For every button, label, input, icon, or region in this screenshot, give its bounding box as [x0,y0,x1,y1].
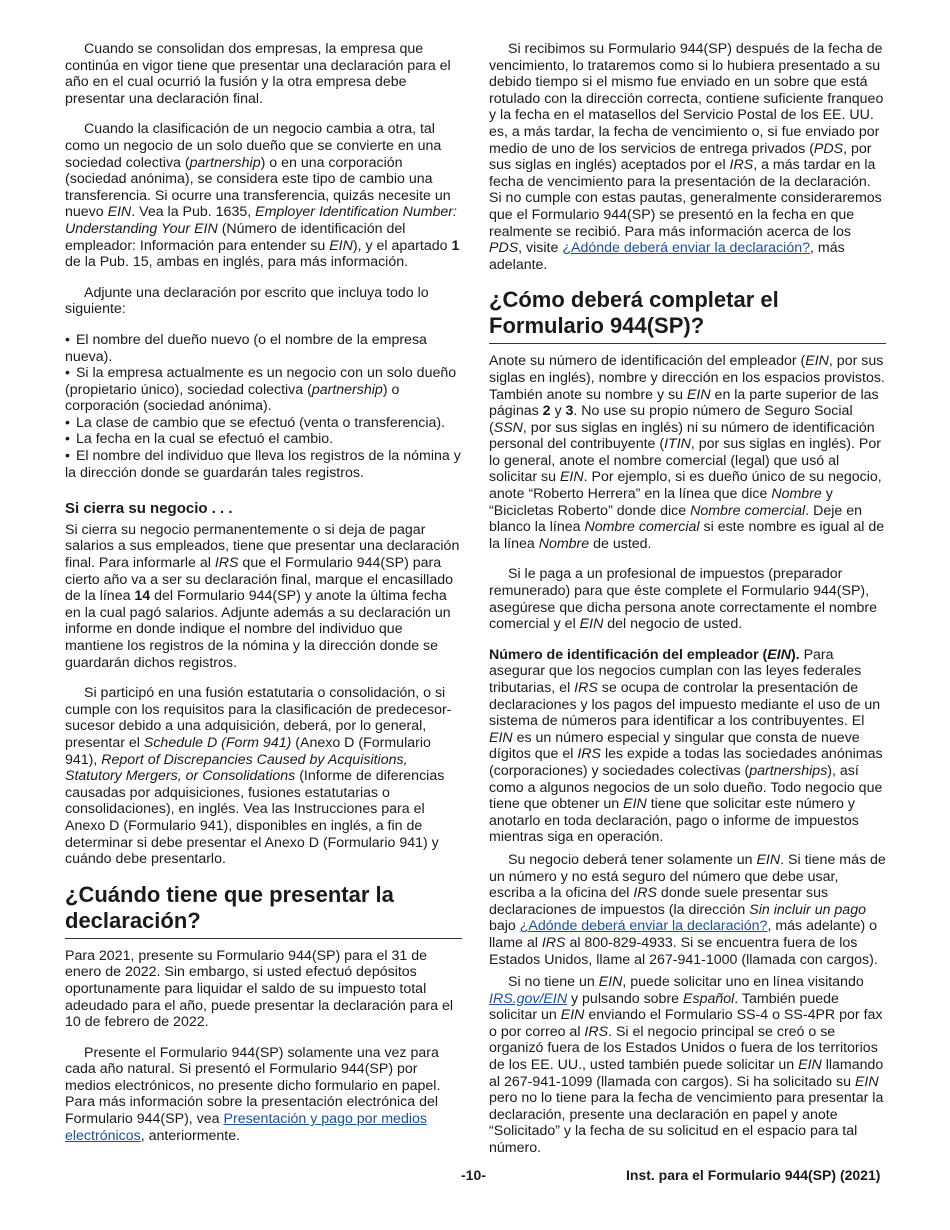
paragraph-ein-definition: Número de identificación del empleador (EIN). Para asegurar que los negocios cumplan con las leyes federales tributarias, el IRS se ocupa de controlar la presentación de declaraciones y los pagos del impuesto mediante el uso de un sistema de números para identificar a los contribuyentes. El EIN es un número especial y singular que consta de nueve dígitos que el IRS les expide a todas las sociedades anónimas (corporaciones) y sociedades colectivas (partnerships), así como a algunos negocios de un solo dueño. Todo negocio que tiene que obtener un EIN tiene que solicitar este número y anotarlo en toda declaración, pago o informe de impuestos mientras siga en operación. [489,646,883,846]
page-number: -10- [461,1167,486,1183]
statement-requirements-list [65,332,462,481]
list-item: • El nombre del individuo que lleva los registros de la nómina y la dirección donde se guardarán tales registros. [65,448,462,481]
paragraph-one-ein: Su negocio deberá tener solamente un EIN. Si tiene más de un número y no está seguro del número que debe usar, escriba a la oficina del IRS donde suele presentar sus declaraciones de impuestos (la dirección Sin incluir un pago bajo ¿Adónde deberá enviar la declaración?, más adelante) o llame al IRS al 800-829-4933. Si se encuentra fuera de los Estados Unidos, llame al 267-941-1000 (llamada con cargos). [489,851,886,968]
heading-when-to-file: ¿Cuándo tiene que presentar la declaración? [65,882,462,939]
document-title-footer: Inst. para el Formulario 944(SP) (2021) [626,1167,881,1183]
paragraph-file-once: Presente el Formulario 944(SP) solamente una vez para cada año natural. Si presentó el Formulario 944(SP) por medios electrónicos, no presente dicho formulario en papel. Para más información sobre la presentación electrónica del Formulario 944(SP), vea Presentación y pago por medios electrónicos, anteriormente. [65,1044,441,1144]
electronic-filing-link[interactable]: Presentación y pago por medios electrónicos [65,1111,427,1144]
list-item: • El nombre del dueño nuevo (o el nombre de la empresa nueva). [65,332,462,365]
irs-ein-link[interactable]: IRS.gov/EIN [489,990,568,1007]
list-item: • Si la empresa actualmente es un negocio con un solo dueño (propietario único), sociedad colectiva (partnership) o corporación (sociedad anónima). [65,365,462,415]
paragraph-statutory-merger: Si participó en una fusión estatutaria o consolidación, o si cumple con los requisitos para la clasificación de predecesor-sucesor debido a una adquisición, deberá, por lo general, presentar el Schedule D (Form 941) (Anexo D (Formulario 941), Report of Discrepancies Caused by Acquisitions, Statutory Mergers, or Consolidations (Informe de diferencias causadas por adquisiciones, fusiones estatutarias o consolidaciones), en inglés. Vea las Instrucciones para el Anexo D (Formulario 941), disponibles en inglés, a fin de determinar si debe presentar el Anexo D (Formulario 941) y cuándo debe presentarlo. [65,685,452,868]
paragraph-classification-change: Cuando la clasificación de un negocio cambia a otra, tal como un negocio de un solo dueño que se convierte en una sociedad colectiva (partnership) o en una corporación (sociedad anónima), se considera este tipo de cambio una transferencia. Si ocurre una transferencia, quizás necesite un nuevo EIN. Vea la Pub. 1635, Employer Identification Number: Understanding Your EIN (Número de identificación del empleador: Información para entender su EIN), y el apartado 1 de la Pub. 15, ambas en inglés, para más información. [65,121,460,271]
ein-label: Número de identificación del empleador (EIN). [489,646,800,663]
paragraph-due-date: Para 2021, presente su Formulario 944(SP) para el 31 de enero de 2022. Sin embargo, si usted efectuó depósitos oportunamente para liquidar el saldo de su impuesto total adeudado para el año, puede presentar la declaración para el 10 de febrero de 2022. [65,947,454,1031]
paragraph-late-receipt: Si recibimos su Formulario 944(SP) después de la fecha de vencimiento, lo trataremos como si lo hubiera presentado a su debido tiempo si el mismo fue enviado en un sobre que está rotulado con la dirección correcta, contiene suficiente franqueo y la fecha en el matasellos del Servicio Postal de los EE. UU. es, a más tardar, la fecha de vencimiento o, si fue enviado por medio de uno de los servicios de entrega privados (PDS, por sus siglas en inglés) aceptados por el IRS, a más tardar en la fecha de vencimiento para la presentación de la declaración. Si no cumple con estas pautas, generalmente consideraremos que el Formulario 944(SP) se presentó en la fecha en que realmente se recibió. Para más información acerca de los PDS, visite ¿Adónde deberá enviar la declaración?, más adelante. [489,41,884,273]
paragraph-consolidation: Cuando se consolidan dos empresas, la empresa que continúa en vigor tiene que presentar una declaración para el año en el cual ocurrió la fusión y la otra empresa debe presentar una declaración final. [65,41,451,107]
paragraph-enter-ein: Anote su número de identificación del empleador (EIN, por sus siglas en inglés), nombre y dirección en los espacios provistos. También anote su nombre y su EIN en la parte superior de las páginas 2 y 3. No use su propio número de Seguro Social (SSN, por sus siglas en inglés) ni su número de identificación personal del contribuyente (ITIN, por sus siglas en inglés). Por lo general, anote el nombre comercial (legal) que usó al solicitar su EIN. Por ejemplo, si es dueño único de su negocio, anote “Roberto Herrera” en la línea que dice Nombre y “Bicicletas Roberto” donde dice Nombre comercial. Deje en blanco la línea Nombre comercial si este nombre es igual al de la línea Nombre de usted. [489,353,885,552]
list-item: • La fecha en la cual se efectuó el cambio. [65,431,462,448]
list-item: • La clase de cambio que se efectuó (venta o transferencia). [65,415,462,432]
paragraph-paid-preparer: Si le paga a un profesional de impuestos (preparador remunerado) para que éste complete el Formulario 944(SP), asegúrese que dicha persona anote correctamente el nombre comercial y el EIN del negocio de usted. [489,566,878,633]
subheading-closing-business: Si cierra su negocio . . . [65,500,233,518]
left-column [65,41,462,1158]
paragraph-apply-ein: Si no tiene un EIN, puede solicitar uno en línea visitando IRS.gov/EIN y pulsando sobre Español. También puede solicitar un EIN enviando el Formulario SS-4 o SS-4PR por fax o por correo al IRS. Si el negocio principal se creó o se organizó fuera de los Estados Unidos o fuera de los territorios de los EE. UU., usted también puede solicitar un EIN llamando al 267-941-1099 (llamada con cargos). Si ha solicitado su EIN pero no lo tiene para la fecha de vencimiento para presentar la declaración, presente una declaración en papel y anote “Solicitado” y la fecha de su solicitud en el espacio para tal número. [489,974,884,1157]
paragraph-closing-business: Si cierra su negocio permanentemente o si deja de pagar salarios a sus empleados, tiene que presentar una declaración final. Para informarle al IRS que el Formulario 944(SP) para cierto año va a ser su declaración final, marque el encasillado de la línea 14 del Formulario 944(SP) y anote la última fecha en la cual pagó salarios. Adjunte además a su declaración un informe en donde indique el nombre del individuo que mantiene los registros de la nómina y la dirección donde se guardarán dichos registros. [65,521,460,671]
heading-how-to-complete: ¿Cómo deberá completar el Formulario 944(SP)? [489,287,886,344]
paragraph-attach-statement: Adjunte una declaración por escrito que incluya todo lo siguiente: [65,284,429,318]
right-column [489,41,886,1171]
where-to-file-link-2[interactable]: ¿Adónde deberá enviar la declaración? [519,918,768,935]
where-to-file-link[interactable]: ¿Adónde deberá enviar la declaración? [562,240,810,257]
